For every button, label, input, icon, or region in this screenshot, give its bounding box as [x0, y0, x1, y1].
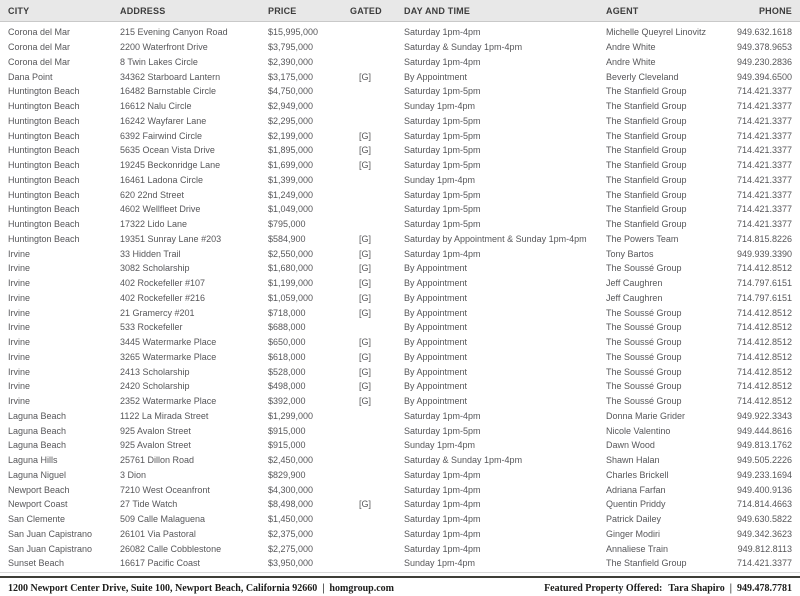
- cell-phone: 949.342.3623: [736, 528, 792, 539]
- cell-address: 215 Evening Canyon Road: [120, 27, 228, 38]
- cell-phone: 714.412.8512: [736, 263, 792, 274]
- cell-price: $2,450,000: [268, 455, 314, 466]
- column-header-price: PRICE: [268, 5, 297, 16]
- cell-day-time: Saturday 1pm-4pm: [404, 484, 481, 495]
- table-row: [0, 364, 800, 379]
- cell-price: $915,000: [268, 440, 306, 451]
- cell-agent: The Soussé Group: [606, 366, 682, 377]
- cell-city: Huntington Beach: [8, 204, 80, 215]
- table-row: [0, 128, 800, 143]
- cell-price: $1,049,000: [268, 204, 314, 215]
- cell-address: 19351 Sunray Lane #203: [120, 233, 222, 244]
- cell-phone: 714.421.3377: [736, 86, 792, 97]
- cell-price: $1,059,000: [268, 292, 314, 303]
- cell-day-time: Saturday & Sunday 1pm-4pm: [404, 42, 523, 53]
- table-row: [0, 232, 800, 247]
- cell-agent: The Powers Team: [606, 233, 679, 244]
- cell-gated: [G]: [359, 233, 372, 244]
- cell-day-time: Saturday 1pm-5pm: [404, 145, 481, 156]
- cell-gated: [G]: [359, 160, 372, 171]
- cell-gated: [G]: [359, 307, 372, 318]
- cell-day-time: By Appointment: [404, 292, 468, 303]
- cell-agent: The Soussé Group: [606, 351, 682, 362]
- cell-day-time: Saturday 1pm-4pm: [404, 248, 481, 259]
- table-row: [0, 527, 800, 542]
- cell-address: 2200 Waterfront Drive: [120, 42, 208, 53]
- cell-address: 7210 West Oceanfront: [120, 484, 210, 495]
- cell-agent: The Soussé Group: [606, 263, 682, 274]
- cell-phone: 714.421.3377: [736, 219, 792, 230]
- cell-agent: Ginger Modiri: [606, 528, 661, 539]
- cell-address: 620 22nd Street: [120, 189, 185, 200]
- cell-address: 16461 Ladona Circle: [120, 174, 204, 185]
- table-row: [0, 261, 800, 276]
- table-row: [0, 379, 800, 394]
- cell-price: $584,900: [268, 233, 306, 244]
- cell-city: Laguna Niguel: [8, 469, 67, 480]
- cell-day-time: Saturday by Appointment & Sunday 1pm-4pm: [404, 233, 587, 244]
- table-row: [0, 453, 800, 468]
- cell-day-time: By Appointment: [404, 337, 468, 348]
- cell-city: Irvine: [8, 337, 31, 348]
- featured-agent-phone: 949.478.7781: [737, 582, 792, 594]
- cell-day-time: By Appointment: [404, 307, 468, 318]
- cell-agent: The Soussé Group: [606, 322, 682, 333]
- cell-agent: The Stanfield Group: [606, 145, 687, 156]
- cell-address: 34362 Starboard Lantern: [120, 71, 221, 82]
- footer-separator: |: [322, 582, 325, 594]
- cell-price: $392,000: [268, 396, 306, 407]
- cell-price: $2,949,000: [268, 101, 314, 112]
- table-row: [0, 246, 800, 261]
- table-row: [0, 158, 800, 173]
- cell-agent: Adriana Farfan: [606, 484, 666, 495]
- cell-price: $2,375,000: [268, 528, 314, 539]
- cell-address: 16612 Nalu Circle: [120, 101, 192, 112]
- table-body: [0, 22, 800, 571]
- table-row: [0, 114, 800, 129]
- cell-address: 27 Tide Watch: [120, 499, 178, 510]
- table-row: [0, 25, 800, 40]
- cell-city: San Clemente: [8, 514, 66, 525]
- cell-phone: 714.421.3377: [736, 189, 792, 200]
- table-row: [0, 438, 800, 453]
- cell-price: $718,000: [268, 307, 306, 318]
- cell-agent: The Stanfield Group: [606, 101, 687, 112]
- cell-city: Newport Coast: [8, 499, 68, 510]
- table-row: [0, 291, 800, 306]
- table-row: [0, 512, 800, 527]
- cell-gated: [G]: [359, 278, 372, 289]
- cell-price: $829,900: [268, 469, 306, 480]
- cell-address: 16482 Barnstable Circle: [120, 86, 217, 97]
- cell-price: $2,295,000: [268, 115, 314, 126]
- cell-day-time: Sunday 1pm-4pm: [404, 174, 476, 185]
- cell-address: 16242 Wayfarer Lane: [120, 115, 207, 126]
- cell-city: Huntington Beach: [8, 145, 80, 156]
- cell-city: Dana Point: [8, 71, 53, 82]
- table-row: [0, 482, 800, 497]
- cell-address: 17322 Lido Lane: [120, 219, 188, 230]
- cell-agent: The Stanfield Group: [606, 160, 687, 171]
- cell-address: 8 Twin Lakes Circle: [120, 56, 198, 67]
- footer-separator: |: [729, 582, 732, 594]
- cell-city: Corona del Mar: [8, 42, 71, 53]
- table-row: [0, 394, 800, 409]
- cell-phone: 949.378.9653: [736, 42, 792, 53]
- cell-price: $4,750,000: [268, 86, 314, 97]
- cell-price: $3,795,000: [268, 42, 314, 53]
- cell-phone: 714.797.6151: [736, 278, 792, 289]
- cell-address: 402 Rockefeller #216: [120, 292, 206, 303]
- cell-phone: 949.812.8113: [737, 543, 792, 554]
- cell-address: 3265 Watermarke Place: [120, 351, 217, 362]
- cell-phone: 949.394.6500: [736, 71, 792, 82]
- cell-day-time: By Appointment: [404, 263, 468, 274]
- cell-city: Irvine: [8, 307, 31, 318]
- cell-phone: 949.630.5822: [736, 514, 792, 525]
- cell-agent: Dawn Wood: [606, 440, 655, 451]
- cell-address: 3445 Watermarke Place: [120, 337, 217, 348]
- cell-agent: Annaliese Train: [606, 543, 669, 554]
- cell-day-time: By Appointment: [404, 322, 468, 333]
- cell-city: Irvine: [8, 248, 31, 259]
- cell-address: 26101 Via Pastoral: [120, 528, 196, 539]
- cell-price: $3,950,000: [268, 558, 314, 569]
- cell-agent: Andre White: [606, 56, 656, 67]
- table-row: [0, 202, 800, 217]
- cell-agent: Beverly Cleveland: [606, 71, 679, 82]
- cell-day-time: Saturday 1pm-4pm: [404, 543, 481, 554]
- cell-agent: The Stanfield Group: [606, 219, 687, 230]
- column-header-address: ADDRESS: [120, 5, 166, 16]
- cell-phone: 714.412.8512: [736, 322, 792, 333]
- cell-phone: 949.444.8616: [736, 425, 792, 436]
- cell-city: San Juan Capistrano: [8, 543, 93, 554]
- column-header-agent: AGENT: [606, 5, 639, 16]
- cell-city: Huntington Beach: [8, 86, 80, 97]
- cell-phone: 949.632.1618: [736, 27, 792, 38]
- cell-day-time: Saturday 1pm-5pm: [404, 425, 481, 436]
- cell-city: Irvine: [8, 381, 31, 392]
- cell-agent: Shawn Halan: [606, 455, 660, 466]
- cell-address: 5635 Ocean Vista Drive: [120, 145, 215, 156]
- cell-day-time: By Appointment: [404, 381, 468, 392]
- table-row: [0, 99, 800, 114]
- cell-city: Huntington Beach: [8, 160, 80, 171]
- cell-city: Laguna Beach: [8, 410, 67, 421]
- cell-phone: 714.421.3377: [736, 130, 792, 141]
- table-header: [0, 0, 800, 22]
- cell-address: 402 Rockefeller #107: [120, 278, 206, 289]
- table-row: [0, 84, 800, 99]
- cell-address: 1122 La Mirada Street: [120, 410, 209, 421]
- table-row: [0, 556, 800, 571]
- cell-address: 2413 Scholarship: [120, 366, 190, 377]
- cell-address: 6392 Fairwind Circle: [120, 130, 203, 141]
- cell-city: Laguna Beach: [8, 440, 67, 451]
- cell-agent: The Soussé Group: [606, 337, 682, 348]
- cell-price: $2,275,000: [268, 543, 314, 554]
- cell-agent: Patrick Dailey: [606, 514, 662, 525]
- cell-gated: [G]: [359, 396, 372, 407]
- cell-agent: Jeff Caughren: [606, 292, 663, 303]
- cell-phone: 714.814.4663: [736, 499, 792, 510]
- table-row: [0, 409, 800, 424]
- cell-address: 925 Avalon Street: [120, 425, 191, 436]
- cell-day-time: By Appointment: [404, 71, 468, 82]
- cell-city: Huntington Beach: [8, 189, 80, 200]
- cell-phone: 714.421.3377: [736, 145, 792, 156]
- page-footer: [0, 578, 800, 594]
- cell-phone: 714.412.8512: [736, 351, 792, 362]
- table-row: [0, 217, 800, 232]
- cell-day-time: Saturday 1pm-5pm: [404, 115, 481, 126]
- cell-address: 3082 Scholarship: [120, 263, 190, 274]
- cell-day-time: Saturday 1pm-5pm: [404, 130, 481, 141]
- cell-day-time: Saturday 1pm-4pm: [404, 469, 481, 480]
- cell-address: 2420 Scholarship: [120, 381, 190, 392]
- table-row: [0, 40, 800, 55]
- cell-city: Irvine: [8, 366, 31, 377]
- cell-city: Laguna Beach: [8, 425, 67, 436]
- cell-address: 4602 Wellfleet Drive: [120, 204, 201, 215]
- cell-address: 16617 Pacific Coast: [120, 558, 201, 569]
- cell-day-time: By Appointment: [404, 351, 468, 362]
- cell-agent: The Soussé Group: [606, 381, 682, 392]
- cell-address: 25761 Dillon Road: [120, 455, 195, 466]
- cell-phone: 714.421.3377: [736, 101, 792, 112]
- cell-day-time: Saturday 1pm-4pm: [404, 528, 481, 539]
- table-row: [0, 468, 800, 483]
- column-header-day-and-time: DAY AND TIME: [404, 5, 471, 16]
- footer-featured-property: [544, 583, 792, 594]
- cell-phone: 949.230.2836: [736, 56, 792, 67]
- cell-phone: 714.421.3377: [736, 174, 792, 185]
- cell-day-time: Saturday 1pm-5pm: [404, 189, 481, 200]
- table-row: [0, 335, 800, 350]
- cell-city: Laguna Hills: [8, 455, 58, 466]
- featured-property-label: Featured Property Offered:: [544, 582, 663, 594]
- cell-price: $1,299,000: [268, 410, 314, 421]
- cell-gated: [G]: [359, 381, 372, 392]
- cell-day-time: Saturday 1pm-4pm: [404, 499, 481, 510]
- cell-phone: 949.813.1762: [736, 440, 792, 451]
- cell-phone: 714.421.3377: [736, 160, 792, 171]
- cell-price: $1,895,000: [268, 145, 314, 156]
- cell-price: $1,450,000: [268, 514, 314, 525]
- cell-gated: [G]: [359, 248, 372, 259]
- cell-agent: The Stanfield Group: [606, 189, 687, 200]
- cell-address: 533 Rockefeller: [120, 322, 183, 333]
- cell-price: $650,000: [268, 337, 306, 348]
- cell-price: $4,300,000: [268, 484, 314, 495]
- cell-day-time: Saturday 1pm-5pm: [404, 204, 481, 215]
- cell-agent: The Stanfield Group: [606, 115, 687, 126]
- cell-agent: The Stanfield Group: [606, 204, 687, 215]
- cell-address: 925 Avalon Street: [120, 440, 191, 451]
- cell-city: Corona del Mar: [8, 56, 71, 67]
- cell-price: $498,000: [268, 381, 306, 392]
- cell-city: Corona del Mar: [8, 27, 71, 38]
- cell-city: San Juan Capistrano: [8, 528, 93, 539]
- cell-phone: 949.233.1694: [736, 469, 792, 480]
- cell-agent: Tony Bartos: [606, 248, 654, 259]
- cell-address: 3 Dion: [120, 469, 147, 480]
- cell-price: $3,175,000: [268, 71, 314, 82]
- cell-price: $1,680,000: [268, 263, 314, 274]
- cell-day-time: Saturday 1pm-4pm: [404, 410, 481, 421]
- cell-day-time: Saturday 1pm-5pm: [404, 219, 481, 230]
- cell-city: Huntington Beach: [8, 174, 80, 185]
- cell-agent: The Stanfield Group: [606, 174, 687, 185]
- cell-price: $2,199,000: [268, 130, 314, 141]
- cell-city: Huntington Beach: [8, 115, 80, 126]
- cell-day-time: Saturday & Sunday 1pm-4pm: [404, 455, 523, 466]
- cell-phone: 714.797.6151: [736, 292, 792, 303]
- cell-phone: 714.421.3377: [736, 204, 792, 215]
- cell-gated: [G]: [359, 366, 372, 377]
- cell-gated: [G]: [359, 351, 372, 362]
- cell-gated: [G]: [359, 71, 372, 82]
- cell-day-time: Sunday 1pm-4pm: [404, 101, 476, 112]
- table-row: [0, 187, 800, 202]
- cell-day-time: By Appointment: [404, 278, 468, 289]
- cell-city: Irvine: [8, 263, 31, 274]
- cell-agent: Donna Marie Grider: [606, 410, 686, 421]
- table-row: [0, 55, 800, 70]
- cell-phone: 714.412.8512: [736, 381, 792, 392]
- cell-city: Sunset Beach: [8, 558, 65, 569]
- cell-phone: 949.505.2226: [736, 455, 792, 466]
- column-header-gated: GATED: [350, 5, 382, 16]
- table-row: [0, 276, 800, 291]
- table-row: [0, 320, 800, 335]
- cell-agent: The Soussé Group: [606, 396, 682, 407]
- cell-day-time: Saturday 1pm-5pm: [404, 160, 481, 171]
- cell-city: Irvine: [8, 396, 31, 407]
- table-row: [0, 173, 800, 188]
- cell-price: $915,000: [268, 425, 306, 436]
- cell-address: 2352 Watermarke Place: [120, 396, 217, 407]
- cell-city: Irvine: [8, 351, 31, 362]
- cell-gated: [G]: [359, 499, 372, 510]
- cell-city: Irvine: [8, 278, 31, 289]
- cell-address: 26082 Calle Cobblestone: [120, 543, 222, 554]
- cell-day-time: Saturday 1pm-4pm: [404, 56, 481, 67]
- table-row: [0, 423, 800, 438]
- cell-address: 33 Hidden Trail: [120, 248, 181, 259]
- table-row: [0, 305, 800, 320]
- cell-gated: [G]: [359, 263, 372, 274]
- cell-address: 509 Calle Malaguena: [120, 514, 206, 525]
- footer-divider-light: [0, 572, 800, 573]
- cell-city: Newport Beach: [8, 484, 70, 495]
- cell-price: $15,995,000: [268, 27, 319, 38]
- cell-agent: Nicole Valentino: [606, 425, 671, 436]
- column-header-city: CITY: [8, 5, 30, 16]
- cell-agent: The Stanfield Group: [606, 130, 687, 141]
- cell-phone: 714.412.8512: [736, 337, 792, 348]
- footer-office-info: [8, 583, 394, 594]
- cell-price: $2,390,000: [268, 56, 314, 67]
- cell-day-time: By Appointment: [404, 396, 468, 407]
- cell-agent: Michelle Queyrel Linovitz: [606, 27, 707, 38]
- table-row: [0, 350, 800, 365]
- cell-day-time: Saturday 1pm-4pm: [404, 27, 481, 38]
- cell-price: $618,000: [268, 351, 306, 362]
- table-row: [0, 541, 800, 556]
- cell-phone: 714.412.8512: [736, 307, 792, 318]
- cell-day-time: Sunday 1pm-4pm: [404, 558, 476, 569]
- cell-city: Huntington Beach: [8, 130, 80, 141]
- cell-gated: [G]: [359, 145, 372, 156]
- cell-city: Irvine: [8, 292, 31, 303]
- cell-price: $795,000: [268, 219, 306, 230]
- cell-day-time: By Appointment: [404, 366, 468, 377]
- cell-phone: 949.922.3343: [736, 410, 792, 421]
- cell-address: 19245 Beckonridge Lane: [120, 160, 221, 171]
- cell-price: $1,399,000: [268, 174, 314, 185]
- cell-agent: The Stanfield Group: [606, 558, 687, 569]
- cell-phone: 714.421.3377: [736, 115, 792, 126]
- cell-gated: [G]: [359, 337, 372, 348]
- cell-city: Huntington Beach: [8, 101, 80, 112]
- table-row: [0, 69, 800, 84]
- cell-city: Irvine: [8, 322, 31, 333]
- cell-agent: Quentin Priddy: [606, 499, 666, 510]
- cell-day-time: Saturday 1pm-4pm: [404, 514, 481, 525]
- cell-gated: [G]: [359, 292, 372, 303]
- cell-price: $1,699,000: [268, 160, 314, 171]
- cell-phone: 949.400.9136: [736, 484, 792, 495]
- website-text: homgroup.com: [329, 582, 394, 594]
- cell-agent: Charles Brickell: [606, 469, 669, 480]
- cell-phone: 714.412.8512: [736, 396, 792, 407]
- cell-day-time: Sunday 1pm-4pm: [404, 440, 476, 451]
- table-row: [0, 497, 800, 512]
- cell-price: $688,000: [268, 322, 306, 333]
- cell-phone: 714.421.3377: [736, 558, 792, 569]
- cell-price: $1,249,000: [268, 189, 314, 200]
- cell-gated: [G]: [359, 130, 372, 141]
- cell-price: $2,550,000: [268, 248, 314, 259]
- office-address: 1200 Newport Center Drive, Suite 100, Newport Beach, California 92660: [8, 582, 318, 594]
- featured-agent-name: Tara Shapiro: [668, 582, 725, 594]
- cell-price: $528,000: [268, 366, 306, 377]
- cell-day-time: Saturday 1pm-5pm: [404, 86, 481, 97]
- cell-phone: 714.412.8512: [736, 366, 792, 377]
- cell-city: Huntington Beach: [8, 233, 80, 244]
- cell-agent: The Stanfield Group: [606, 86, 687, 97]
- cell-agent: Jeff Caughren: [606, 278, 663, 289]
- cell-price: $1,199,000: [268, 278, 314, 289]
- column-header-phone: PHONE: [758, 5, 792, 16]
- cell-phone: 949.939.3390: [736, 248, 792, 259]
- cell-agent: Andre White: [606, 42, 656, 53]
- cell-city: Huntington Beach: [8, 219, 80, 230]
- cell-address: 21 Gramercy #201: [120, 307, 195, 318]
- cell-price: $8,498,000: [268, 499, 314, 510]
- cell-phone: 714.815.8226: [736, 233, 792, 244]
- table-row: [0, 143, 800, 158]
- cell-agent: The Soussé Group: [606, 307, 682, 318]
